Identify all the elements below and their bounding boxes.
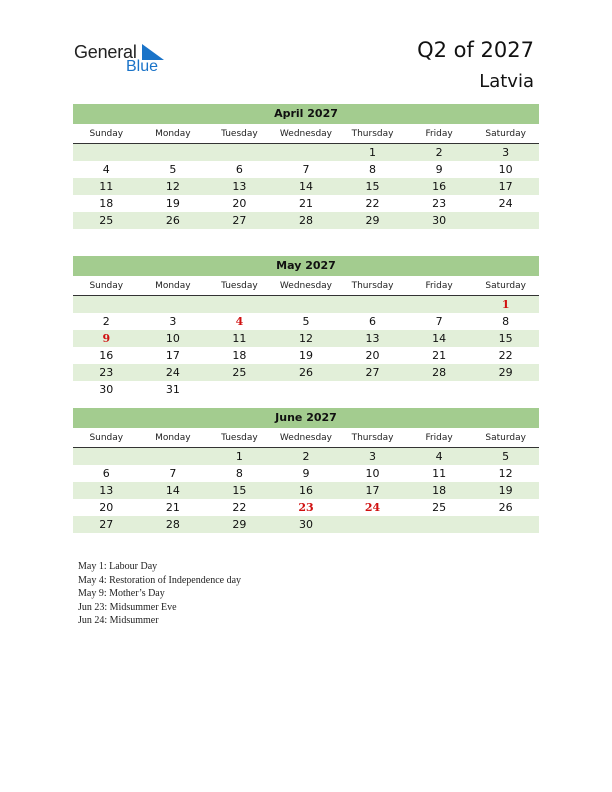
week-row (73, 516, 539, 533)
day-cell: 29 (232, 518, 247, 531)
day-cell: 5 (502, 450, 510, 463)
day-cell (206, 381, 273, 398)
weekday-header-row (73, 124, 539, 144)
day-cell: 30 (99, 383, 114, 396)
day-cell (140, 448, 207, 465)
weekday-label: Monday (155, 433, 191, 443)
day-cell (73, 448, 140, 465)
week-row (73, 482, 539, 499)
holiday-day-cell: 23 (298, 501, 314, 514)
day-cell: 2 (102, 315, 110, 328)
day-cell: 15 (365, 180, 380, 193)
day-cell (472, 381, 539, 398)
day-cell: 11 (432, 467, 447, 480)
holiday-day-cell: 9 (102, 332, 111, 345)
day-cell: 13 (232, 180, 247, 193)
day-cell (406, 381, 473, 398)
holiday-note: Jun 23: Midsummer Eve (78, 601, 177, 613)
day-cell (406, 296, 473, 313)
week-row (73, 313, 539, 330)
day-cell: 27 (99, 518, 114, 531)
day-cell (472, 212, 539, 229)
week-row (73, 212, 539, 229)
month-title: April 2027 (73, 104, 539, 124)
holiday-day-cell: 4 (235, 315, 244, 328)
day-cell: 14 (165, 484, 180, 497)
day-cell (273, 144, 340, 161)
day-cell: 2 (435, 146, 443, 159)
day-cell (273, 381, 340, 398)
weekday-label: Friday (425, 433, 453, 443)
holiday-day-cell: 1 (501, 298, 510, 311)
month-may (73, 256, 539, 398)
day-cell: 1 (369, 146, 377, 159)
day-cell: 20 (232, 197, 247, 210)
week-row (73, 161, 539, 178)
day-cell: 11 (99, 180, 114, 193)
day-cell: 25 (432, 501, 447, 514)
day-cell: 12 (165, 180, 180, 193)
day-cell: 25 (99, 214, 114, 227)
day-cell (406, 516, 473, 533)
day-cell: 3 (369, 450, 377, 463)
day-cell: 30 (298, 518, 313, 531)
holiday-notes (78, 560, 241, 628)
logo-word-general: General (74, 42, 137, 62)
weekday-label: Saturday (485, 129, 526, 139)
day-cell: 17 (365, 484, 380, 497)
weekday-header-row (73, 428, 539, 448)
day-cell (339, 516, 406, 533)
weekday-label: Sunday (89, 129, 124, 139)
week-row (73, 178, 539, 195)
day-cell: 22 (498, 349, 513, 362)
day-cell: 28 (432, 366, 447, 379)
day-cell: 4 (435, 450, 443, 463)
day-cell (73, 144, 140, 161)
day-cell: 18 (432, 484, 447, 497)
week-row (73, 499, 539, 516)
day-cell: 30 (432, 214, 447, 227)
day-cell: 13 (365, 332, 380, 345)
day-cell: 16 (99, 349, 114, 362)
day-cell: 4 (102, 163, 110, 176)
country-name: Latvia (479, 71, 534, 92)
day-cell (73, 296, 140, 313)
day-cell: 28 (165, 518, 180, 531)
day-cell: 22 (232, 501, 247, 514)
day-cell: 20 (99, 501, 114, 514)
day-cell: 5 (169, 163, 177, 176)
weekday-label: Saturday (485, 281, 526, 291)
day-cell: 15 (498, 332, 513, 345)
day-cell: 29 (365, 214, 380, 227)
day-cell: 21 (298, 197, 313, 210)
day-cell: 2 (302, 450, 310, 463)
day-cell: 19 (498, 484, 513, 497)
day-cell: 15 (232, 484, 247, 497)
day-cell: 8 (235, 467, 243, 480)
week-row (73, 195, 539, 212)
week-row (73, 381, 539, 398)
day-cell (140, 144, 207, 161)
day-cell: 28 (298, 214, 313, 227)
day-cell (206, 296, 273, 313)
week-row (73, 144, 539, 161)
day-cell: 27 (365, 366, 380, 379)
week-row (73, 465, 539, 482)
day-cell: 11 (232, 332, 247, 345)
day-cell: 17 (165, 349, 180, 362)
page-title: Q2 of 2027 (417, 38, 534, 62)
month-title: May 2027 (73, 256, 539, 276)
day-cell: 21 (165, 501, 180, 514)
day-cell: 7 (302, 163, 310, 176)
week-row (73, 448, 539, 465)
weekday-label: Tuesday (221, 433, 258, 443)
day-cell: 26 (298, 366, 313, 379)
day-cell: 10 (498, 163, 513, 176)
day-cell: 6 (102, 467, 110, 480)
weekday-label: Thursday (351, 129, 394, 139)
day-cell: 12 (298, 332, 313, 345)
generalblue-logo (74, 42, 174, 78)
day-cell: 26 (498, 501, 513, 514)
weekday-label: Thursday (351, 281, 394, 291)
day-cell: 29 (498, 366, 513, 379)
weekday-label: Wednesday (279, 433, 333, 443)
day-cell: 18 (232, 349, 247, 362)
day-cell: 5 (302, 315, 310, 328)
day-cell (206, 144, 273, 161)
weekday-label: Sunday (89, 281, 124, 291)
day-cell: 20 (365, 349, 380, 362)
day-cell: 3 (169, 315, 177, 328)
day-cell: 12 (498, 467, 513, 480)
day-cell: 9 (302, 467, 310, 480)
weekday-header-row (73, 276, 539, 296)
holiday-note: May 9: Mother’s Day (78, 588, 165, 600)
day-cell: 14 (298, 180, 313, 193)
holiday-day-cell: 24 (364, 501, 381, 514)
weekday-label: Friday (425, 129, 453, 139)
day-cell (339, 296, 406, 313)
day-cell: 23 (99, 366, 114, 379)
day-cell: 26 (165, 214, 180, 227)
day-cell: 8 (502, 315, 510, 328)
day-cell: 19 (298, 349, 313, 362)
month-april (73, 104, 539, 229)
day-cell: 23 (432, 197, 447, 210)
day-cell: 7 (435, 315, 443, 328)
month-title: June 2027 (73, 408, 539, 428)
day-cell: 18 (99, 197, 114, 210)
weekday-label: Tuesday (221, 129, 258, 139)
weekday-label: Friday (425, 281, 453, 291)
day-cell: 24 (498, 197, 513, 210)
day-cell: 21 (432, 349, 447, 362)
day-cell: 9 (435, 163, 443, 176)
weekday-label: Saturday (485, 433, 526, 443)
weekday-label: Monday (155, 281, 191, 291)
month-june (73, 408, 539, 533)
day-cell: 25 (232, 366, 247, 379)
day-cell: 14 (432, 332, 447, 345)
week-row (73, 364, 539, 381)
weekday-label: Wednesday (279, 129, 333, 139)
day-cell: 10 (165, 332, 180, 345)
week-row (73, 296, 539, 313)
day-cell (273, 296, 340, 313)
day-cell: 3 (502, 146, 510, 159)
day-cell: 27 (232, 214, 247, 227)
day-cell (339, 381, 406, 398)
weekday-label: Tuesday (221, 281, 258, 291)
day-cell: 24 (165, 366, 180, 379)
holiday-note: May 4: Restoration of Independence day (78, 574, 242, 586)
week-row (73, 330, 539, 347)
day-cell: 7 (169, 467, 177, 480)
day-cell: 10 (365, 467, 380, 480)
day-cell: 1 (235, 450, 243, 463)
weekday-label: Monday (155, 129, 191, 139)
weekday-label: Wednesday (279, 281, 333, 291)
logo-word-blue: Blue (126, 58, 159, 75)
day-cell: 6 (369, 315, 377, 328)
day-cell (472, 516, 539, 533)
day-cell (140, 296, 207, 313)
day-cell: 31 (165, 383, 180, 396)
day-cell: 16 (432, 180, 447, 193)
day-cell: 6 (235, 163, 243, 176)
week-row (73, 347, 539, 364)
holiday-note: May 1: Labour Day (78, 561, 158, 572)
day-cell: 19 (165, 197, 180, 210)
day-cell: 13 (99, 484, 114, 497)
day-cell: 8 (369, 163, 377, 176)
day-cell: 22 (365, 197, 380, 210)
day-cell: 17 (498, 180, 513, 193)
holiday-note: Jun 24: Midsummer (78, 615, 159, 627)
weekday-label: Thursday (351, 433, 394, 443)
weekday-label: Sunday (89, 433, 124, 443)
day-cell: 16 (298, 484, 313, 497)
